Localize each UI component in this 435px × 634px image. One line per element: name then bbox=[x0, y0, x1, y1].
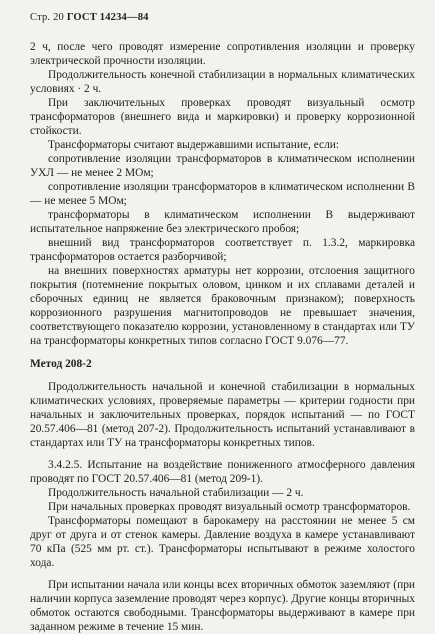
paragraph: При испытании начала или концы всех вторичных обмоток заземляют (при наличии корпуса заземление проводят через корпус). Другие концы вторичных обмоток остаются свободными. Трансформаторы выдерживают в камере при заданном режиме в течение 15 мин. bbox=[30, 579, 415, 633]
standard-number: ГОСТ 14234—84 bbox=[66, 12, 149, 23]
document-body bbox=[30, 40, 415, 634]
paragraph: внешний вид трансформаторов соответствует п. 1.3.2, маркировка трансформаторов остается разборчивой; bbox=[30, 237, 415, 263]
page-header bbox=[30, 12, 149, 23]
paragraph: Продолжительность начальной стабилизации — 2 ч. bbox=[48, 487, 304, 499]
paragraph: Трансформаторы помещают в барокамеру на расстоянии не менее 5 см друг от друга и от стенок камеры. Давление воздуха в камере устанавливают 70 кПа (525 мм рт. ст.). Трансформаторы испытывают в режиме холостого хода. bbox=[30, 515, 415, 569]
section-heading: Метод 208-2 bbox=[30, 358, 92, 370]
page-number: Стр. 20 bbox=[30, 12, 64, 23]
paragraph: сопротивление изоляции трансформаторов в климатическом исполнении В — не менее 5 МОм; bbox=[30, 181, 415, 207]
paragraph: сопротивление изоляции трансформаторов в климатическом исполнении УХЛ — не менее 2 МОм; bbox=[30, 153, 415, 179]
paragraph: 2 ч, после чего проводят измерение сопротивления изоляции и проверку электрической прочности изоляции. bbox=[30, 41, 415, 67]
paragraph: 3.4.2.5. Испытание на воздействие пониженного атмосферного давления проводят по ГОСТ 20.57.406—81 (метод 209-1). bbox=[30, 459, 415, 485]
paragraph: Продолжительность конечной стабилизации в нормальных климатических условиях · 2 ч. bbox=[30, 69, 415, 95]
paragraph: трансформаторы в климатическом исполнении В выдерживают испытательное напряжение без электрического пробоя; bbox=[30, 209, 415, 235]
paragraph: При начальных проверках проводят визуальный осмотр трансформаторов. bbox=[48, 501, 411, 513]
paragraph: При заключительных проверках проводят визуальный осмотр трансформаторов (внешнего вида и маркировки) и проверку коррозионной стойкости. bbox=[30, 97, 415, 137]
paragraph: Трансформаторы считают выдержавшими испытание, если: bbox=[48, 139, 340, 151]
paragraph: Продолжительность начальной и конечной стабилизации в нормальных климатических условиях, проверяемые параметры — критерии годности при начальных и заключительных проверках, порядок испытаний — по ГОСТ 20.57.406—81 (метод 207-2). Продолжительность испытаний устанавливают в стандартах или ТУ на трансформаторы конкретных типов. bbox=[30, 381, 415, 449]
paragraph: на внешних поверхностях арматуры нет коррозии, отслоения защитного покрытия (потемнение покрытых оловом, цинком и их сплавами деталей и сборочных единиц не является браковочным признаком); поверхность коррозионного разрушения магнитопроводов не превышает значения, соответствующего показателю коррозии, установленному в стандартах или ТУ на трансформаторы конкретных типов согласно ГОСТ 9.076—77. bbox=[30, 265, 415, 347]
